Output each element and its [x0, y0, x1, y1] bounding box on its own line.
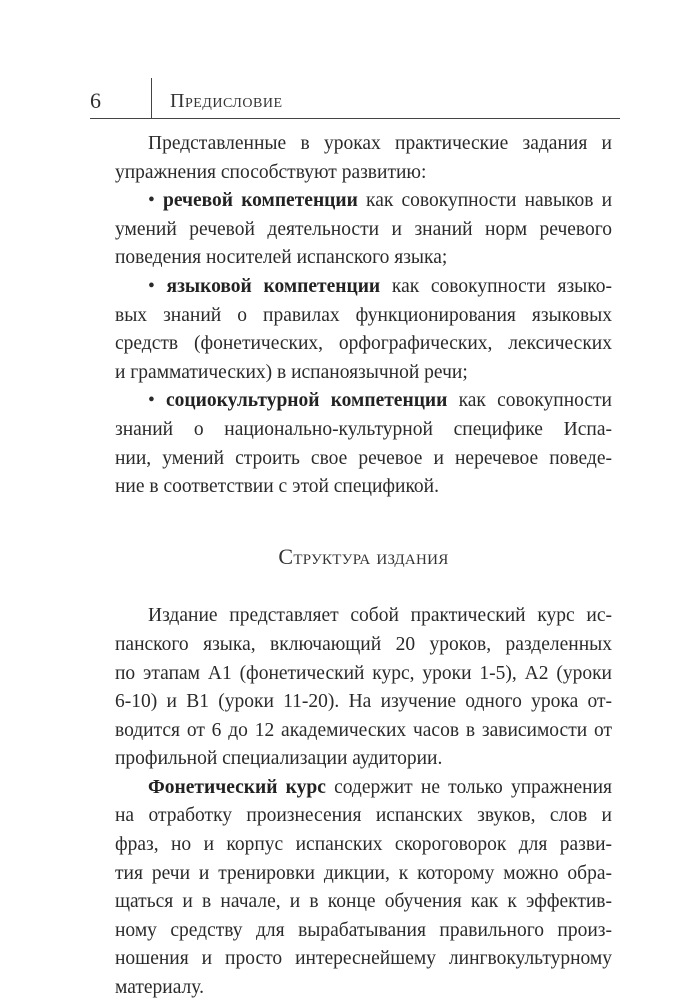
text-line: щаться и в начале, и в конце обучения как к эффектив-	[115, 891, 612, 913]
text-line: средств (фонетических, орфографических, лексических	[115, 333, 612, 355]
text-line: 6-10) и В1 (уроки 11-20). На изучение одного урока от-	[115, 691, 612, 713]
text-line: Представленные в уроках практические задания и	[148, 133, 612, 154]
header-rule	[90, 118, 620, 119]
text-line: материалу.	[115, 977, 204, 999]
section-heading: Структура издания	[278, 543, 449, 569]
text-line: на отработку произнесения испанских звуков, слов и	[115, 805, 612, 827]
paragraph-text: содержит не только упражнения	[325, 776, 612, 798]
header-divider	[151, 78, 152, 118]
text-line: вых знаний о правилах функционирования языковых	[115, 304, 612, 326]
text-line: фраз, но и корпус испанских скороговорок для разви-	[115, 834, 612, 856]
phonetic-course-paragraph	[115, 774, 612, 1003]
text-line: упражнения способствуют развитию:	[115, 161, 427, 183]
bullet-text: как совокупности навыков и	[357, 190, 613, 212]
bullet-item-speech-competence	[115, 187, 612, 273]
text-line: нии, умений строить свое речевое и неречевое поведе-	[115, 447, 612, 469]
running-head: Предисловие	[170, 90, 283, 112]
bullet-item-sociocultural-competence	[115, 387, 612, 501]
intro-paragraph	[115, 130, 612, 187]
bullet-first-line	[115, 387, 612, 416]
text-line: ношения и просто интереснейшему лингвокультурному	[115, 948, 612, 970]
bullet-term: языковой компетенции	[166, 275, 381, 297]
bullet-first-line	[115, 187, 612, 216]
page-body	[115, 130, 612, 1003]
bullet-term: речевой компетенции	[162, 190, 358, 212]
paragraph-term: Фонетический курс	[148, 776, 326, 798]
bullet-marker: •	[148, 190, 155, 212]
bullet-item-language-competence	[115, 273, 612, 387]
text-line: водится от 6 до 12 академических часов в зависимости от	[115, 719, 612, 741]
page-header	[90, 84, 620, 120]
text-line: ние в соответствии с этой спецификой.	[115, 476, 439, 498]
text-line: поведения носителей испанского языка;	[115, 247, 448, 269]
bullet-first-line	[115, 273, 612, 302]
text-line: знаний о национально-культурной специфике Испа-	[115, 418, 612, 440]
text-line: панского языка, включающий 20 уроков, разделенных	[115, 633, 612, 655]
page-number: 6	[90, 88, 101, 113]
bullet-text: как совокупности	[447, 390, 612, 412]
bullet-text: как совокупности языко-	[380, 275, 612, 297]
text-line: и грамматических) в испаноязычной речи;	[115, 361, 468, 383]
text-line: умений речевой деятельности и знаний норм речевого	[115, 218, 612, 240]
bullet-term: социокультурной компетенции	[166, 390, 448, 412]
paragraph-first-line	[115, 774, 612, 803]
text-line: тия речи и тренировки дикции, к которому можно обра-	[115, 862, 612, 884]
text-line: профильной специализации аудитории.	[115, 748, 443, 770]
text-line: Издание представляет собой практический курс ис-	[148, 605, 612, 627]
text-line: ному средству для вырабатывания правильного произ-	[115, 919, 612, 941]
bullet-marker: •	[148, 275, 155, 297]
structure-paragraph	[115, 602, 612, 774]
text-line: по этапам А1 (фонетический курс, уроки 1-5), А2 (уроки	[115, 662, 612, 684]
bullet-marker: •	[148, 390, 155, 412]
